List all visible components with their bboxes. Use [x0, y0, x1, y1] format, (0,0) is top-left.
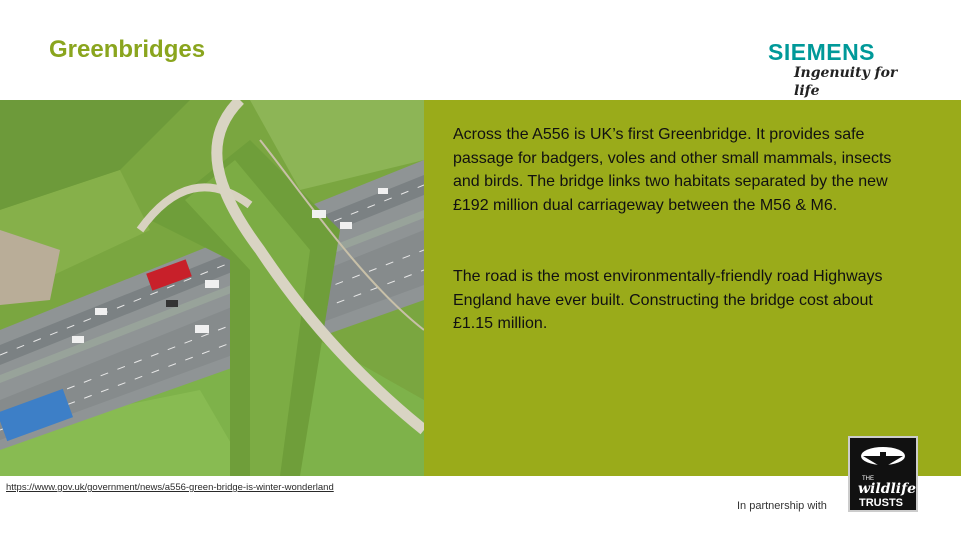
badger-icon	[850, 438, 916, 510]
description-paragraph-1: Across the A556 is UK’s first Greenbridge. It provides safe passage for badgers, voles and other small mammals, insects and birds. The bridge links two habitats separated by the new £192 million dual carriageway between the M56 & M6.	[453, 126, 892, 215]
aerial-illustration	[0, 100, 424, 476]
partnership-label: In partnership with	[737, 500, 827, 512]
description-paragraph-2: The road is the most environmentally-friendly road Highways England have ever built. Constructing the bridge cost about £1.15 million.	[453, 268, 883, 333]
source-link[interactable]: https://www.gov.uk/government/news/a556-green-bridge-is-winter-wonderland	[6, 482, 334, 493]
logo-line-2: wildlife	[858, 481, 916, 497]
logo-line-1: THE	[862, 476, 874, 482]
wildlife-trusts-logo	[848, 436, 918, 512]
brand-tagline: Ingenuity for life	[794, 65, 898, 99]
slide-title: Greenbridges	[49, 36, 206, 63]
greenbridge-aerial-photo	[0, 100, 424, 476]
siemens-logo	[768, 39, 918, 99]
logo-line-3: TRUSTS	[859, 497, 903, 509]
text-panel	[424, 100, 961, 476]
brand-name: SIEMENS	[768, 39, 876, 65]
